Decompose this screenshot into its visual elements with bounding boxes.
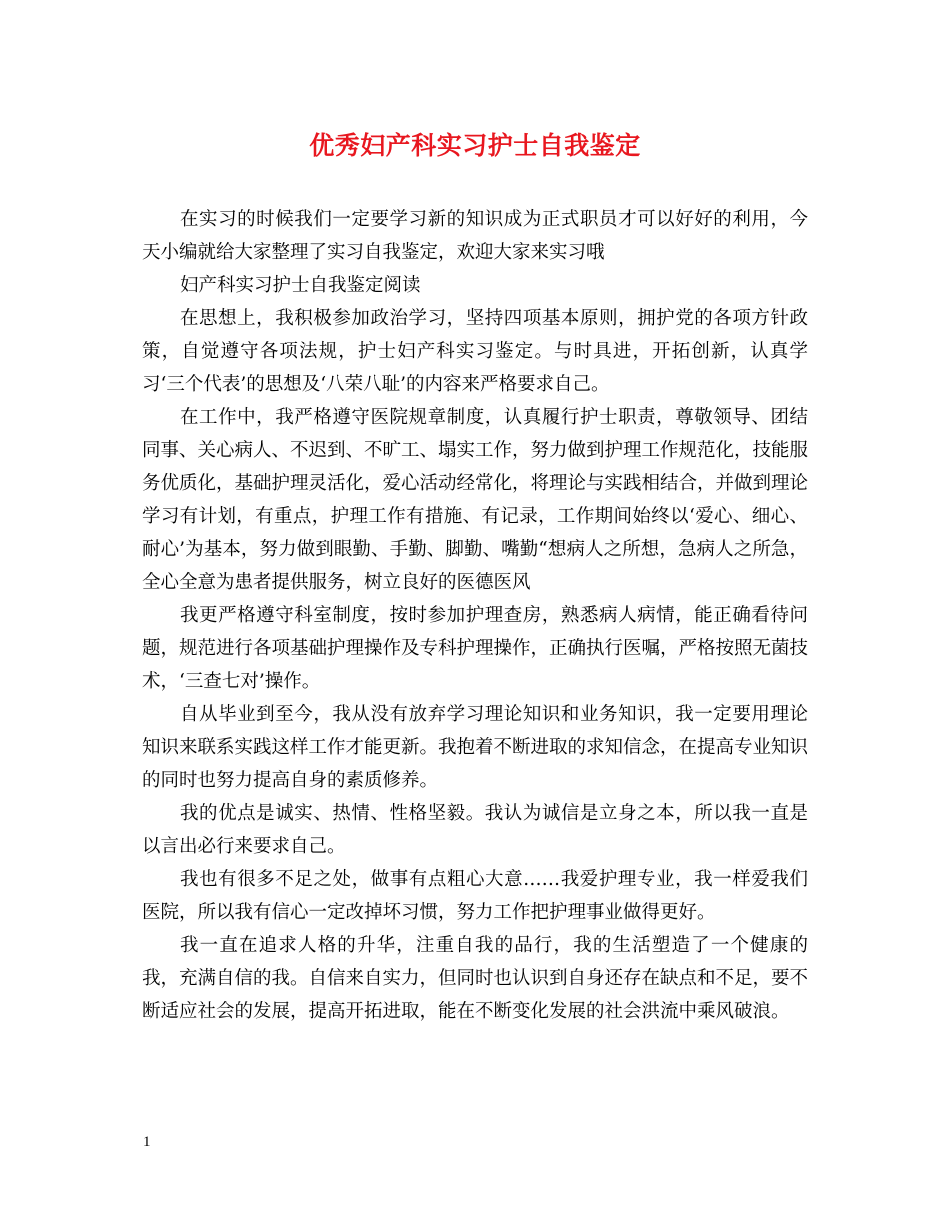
paragraph-weaknesses: 我也有很多不足之处，做事有点粗心大意……我爱护理专业，我一样爱我们医院，所以我有信心一定改掉坏习惯，努力工作把护理事业做得更好。 bbox=[142, 869, 808, 923]
paragraph-subheading: 妇产科实习护士自我鉴定阅读 bbox=[180, 275, 421, 296]
paragraph-rules: 我更严格遵守科室制度，按时参加护理查房，熟悉病人病情，能正确看待问题，规范进行各项基础护理操作及专科护理操作，正确执行医嘱，严格按照无菌技术，‘三查七对’操作。 bbox=[142, 605, 809, 692]
paragraph-conclusion: 我一直在追求人格的升华，注重自我的品行，我的生活塑造了一个健康的我，充满自信的我。自信来自实力，但同时也认识到自身还存在缺点和不足，要不断适应社会的发展，提高开拓进取，能在不断变化发展的社会洪流中乘风破浪。 bbox=[142, 935, 809, 1022]
document-body bbox=[142, 203, 808, 1028]
paragraph-study: 自从毕业到至今，我从没有放弃学习理论知识和业务知识，我一定要用理论知识来联系实践这样工作才能更新。我抱着不断进取的求知信念，在提高专业知识的同时也努力提高自身的素质修养。 bbox=[142, 704, 809, 791]
document-title: 优秀妇产科实习护士自我鉴定 bbox=[309, 131, 641, 160]
paragraph-work: 在工作中，我严格遵守医院规章制度，认真履行护士职责，尊敬领导、团结同事、关心病人、不迟到、不旷工、塌实工作，努力做到护理工作规范化，技能服务优质化，基础护理灵活化，爱心活动经常化，将理论与实践相结合，并做到理论学习有计划，有重点，护理工作有措施、有记录，工作期间始终以‘爱心、细心、耐心’为基本，努力做到眼勤、手勤、脚勤、嘴勤“想病人之所想，急病人之所急，全心全意为患者提供服务，树立良好的医德医风 bbox=[142, 407, 809, 593]
page-number: 1 bbox=[143, 1134, 151, 1150]
paragraph-intro: 在实习的时候我们一定要学习新的知识成为正式职员才可以好好的利用，今天小编就给大家整理了实习自我鉴定，欢迎大家来实习哦 bbox=[142, 209, 808, 263]
paragraph-thought: 在思想上，我积极参加政治学习，坚持四项基本原则，拥护党的各项方针政策，自觉遵守各项法规，护士妇产科实习鉴定。与时具进，开拓创新，认真学习‘三个代表’的思想及‘八荣八耻’的内容来严格要求自己。 bbox=[142, 308, 808, 395]
paragraph-strengths: 我的优点是诚实、热情、性格坚毅。我认为诚信是立身之本，所以我一直是以言出必行来要求自己。 bbox=[142, 803, 808, 857]
